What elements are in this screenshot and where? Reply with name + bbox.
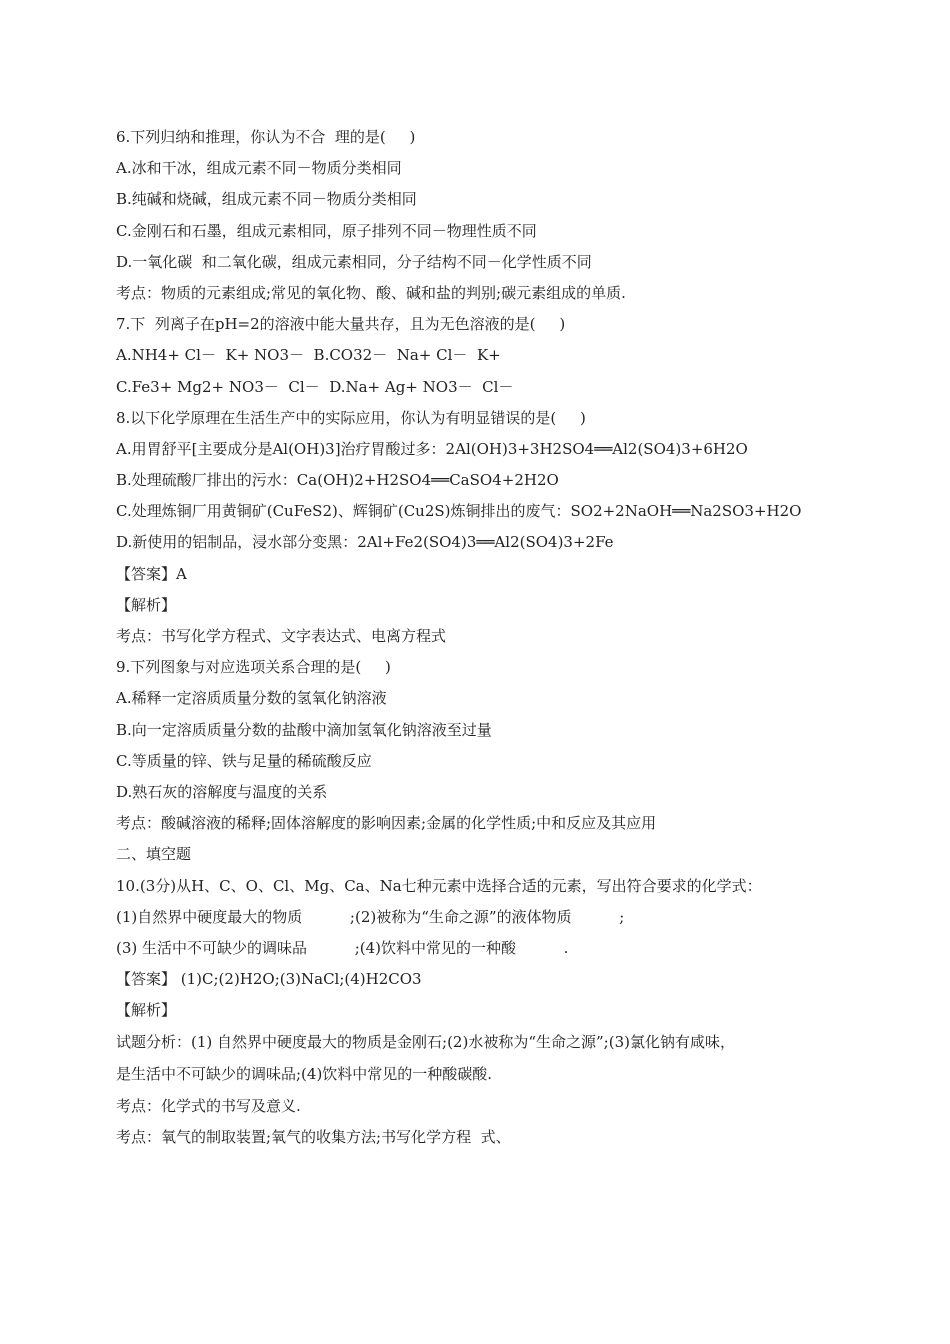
question-10-stem: 10.(3分)从H、C、O、Cl、Mg、Ca、Na七种元素中选择合适的元素，写出符合要求的化学式： xyxy=(116,876,762,895)
question-10-analysis-line-2: 是生活中不可缺少的调味品;(4)饮料中常见的一种酸碳酸. xyxy=(116,1065,493,1084)
question-8-option-c: C.处理炼铜厂用黄铜矿(CuFeS2)、辉铜矿(Cu2S)炼铜排出的废气：SO2+2NaOH══Na2SO3+H2O xyxy=(116,502,802,521)
document-content xyxy=(116,122,836,1153)
question-8-option-d: D.新使用的铝制品，浸水部分变黑：2Al+Fe2(SO4)3══Al2(SO4)3+2Fe xyxy=(116,533,614,552)
question-8-knowledge-point: 考点：书写化学方程式、文字表达式、电离方程式 xyxy=(116,627,447,645)
question-10-analysis-line-1: 试题分析：(1) 自然界中硬度最大的物质是金刚石;(2)水被称为“生命之源”;(3)氯化钠有咸味， xyxy=(116,1033,735,1052)
question-9-option-c: C.等质量的锌、铁与足量的稀硫酸反应 xyxy=(116,751,372,770)
question-6-knowledge-point: 考点：物质的元素组成;常见的氧化物、酸、碱和盐的判别;碳元素组成的单质. xyxy=(116,283,626,302)
question-8-stem: 8.以下化学原理在生活生产中的实际应用，你认为有明显错误的是( ) xyxy=(116,408,586,427)
question-8-option-b: B.处理硫酸厂排出的污水：Ca(OH)2+H2SO4══CaSO4+2H2O xyxy=(116,471,559,490)
question-9-option-d: D.熟石灰的溶解度与温度的关系 xyxy=(116,782,328,801)
question-7-stem: 7.下 列离子在pH=2的溶液中能大量共存，且为无色溶液的是( ) xyxy=(116,315,566,334)
question-6-option-c: C.金刚石和石墨，组成元素相同，原子排列不同－物理性质不同 xyxy=(116,221,537,240)
question-9-stem: 9.下列图象与对应选项关系合理的是( ) xyxy=(116,658,391,677)
question-10-blanks-1-2: (1)自然界中硬度最大的物质 ;(2)被称为“生命之源”的液体物质 ; xyxy=(116,907,625,926)
question-9-option-a: A.稀释一定溶质质量分数的氢氧化钠溶液 xyxy=(116,689,387,708)
question-8-answer: 【答案】A xyxy=(116,564,187,583)
question-6-option-d: D.一氧化碳 和二氧化碳，组成元素相同，分子结构不同－化学性质不同 xyxy=(116,252,592,271)
question-8-analysis-heading: 【解析】 xyxy=(116,595,177,614)
question-10-knowledge-point: 考点：化学式的书写及意义. xyxy=(116,1096,301,1115)
question-10-analysis-heading: 【解析】 xyxy=(116,1001,177,1020)
section-heading-fill-in: 二、填空题 xyxy=(116,845,192,864)
question-9-option-b: B.向一定溶质质量分数的盐酸中滴加氢氧化钠溶液至过量 xyxy=(116,720,492,739)
question-10-blanks-3-4: (3) 生活中不可缺少的调味品 ;(4)饮料中常见的一种酸 . xyxy=(116,938,569,957)
question-8-option-a: A.用胃舒平[主要成分是Al(OH)3]治疗胃酸过多：2Al(OH)3+3H2SO4══Al2(SO4)3+6H2O xyxy=(116,439,748,458)
trailing-knowledge-point: 考点：氧气的制取装置;氧气的收集方法;书写化学方程 式、 xyxy=(116,1127,511,1146)
question-9-knowledge-point: 考点：酸碱溶液的稀释;固体溶解度的影响因素;金属的化学性质;中和反应及其应用 xyxy=(116,814,657,833)
question-7-options-cd: C.Fe3+ Mg2+ NO3－ Cl－ D.Na+ Ag+ NO3－ Cl－ xyxy=(116,377,514,396)
question-6-option-a: A.冰和干冰，组成元素不同－物质分类相同 xyxy=(116,159,402,178)
question-6-stem: 6.下列归纳和推理，你认为不合 理的是( ) xyxy=(116,128,416,146)
question-10-answer: 【答案】 (1)C;(2)H2O;(3)NaCl;(4)H2CO3 xyxy=(116,970,422,989)
question-6-option-b: B.纯碱和烧碱，组成元素不同－物质分类相同 xyxy=(116,190,417,209)
question-7-options-ab: A.NH4+ Cl－ K+ NO3－ B.CO32－ Na+ Cl－ K+ xyxy=(116,346,501,365)
